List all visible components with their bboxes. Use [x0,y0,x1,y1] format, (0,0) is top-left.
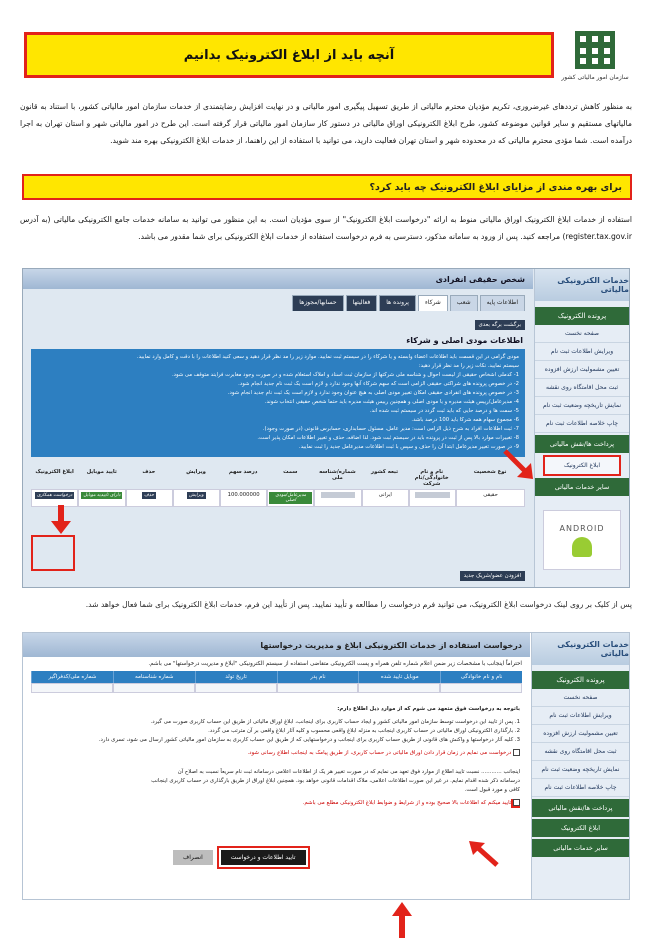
subtitle: برای بهره مندی از مزایای ابلاغ الکترونیک چه باید کرد؟ [369,181,622,193]
up-arrow-icon [392,902,412,940]
info-line: 8- تغییرات موارد بالا پس از ثبت در پرونده باید در سیستم ثبت شود. لذا اضافه، حذف و تغییر اطلاعات امکان پذیر است. [257,435,519,441]
term-item: 2. بارگذاری الکترونیکی اوراق مالیاتی در حساب کاربری اینجانب به منزله ابلاغ واقعی محسوب و کلیه آثار ابلاغ واقعی بر آن مترتب می گردد. [208,728,520,734]
sidebar-item-other-services[interactable]: سایر خدمات مالیاتی [532,839,629,857]
cell-redacted [195,683,277,693]
info-line: سیستم نمایید. نکات زیر را مد نظر قرار دهید: [418,363,519,369]
col-delete: حذف [142,469,156,475]
sidebar-item-print[interactable]: چاپ خلاصه اطلاعات ثبت نام [532,779,629,797]
sms-checkbox[interactable] [513,749,520,756]
sidebar-item-home[interactable]: صفحه نخست [532,689,629,707]
sidebar-item-payments[interactable]: پرداخت ها/نقش مالیاتی [535,435,629,453]
form-buttons [173,850,306,865]
sidebar-head: پرونده الکترونیک [535,307,629,325]
cell-redacted [113,683,195,693]
info-line: 3- در خصوص پرونده های انفرادی حقیقی امکان تغییر مودی اصلی به هیچ عنوان وجود ندارد و لازم است یک ثبت نام جدید انجام شود. [227,390,519,396]
info-line: 2- در خصوص پرونده های شراکتی حقیقی الزامی است که سهم شرکاء آنها وجود ندارد و لازم است یک ثبت نام جدید انجام شود. [238,381,519,387]
sidebar [534,269,629,587]
sidebar-item-map[interactable]: ثبت محل اقامتگاه روی نقشه [535,379,629,397]
cancel-button[interactable]: انصراف [173,850,213,865]
info-line: 4- مدیرعامل/رییس هیئت مدیره و یا مودی اصلی و همچنین رییس هیئت مدیره باید حتما شخص حقیقی انتخاب شوند. [264,399,519,405]
section-title: اطلاعات مودی اصلی و شرکاء [406,336,523,345]
sidebar-item-payments[interactable]: پرداخت ها/نقش مالیاتی [532,799,629,817]
cell-redacted [358,683,440,693]
confirm-label: تایید میکنم که اطلاعات بالا صحیح بوده و از شرایط و ضوابط ابلاغ الکترونیکی مطلع می باشم. [302,800,512,806]
col-birth-date: تاریخ تولد [195,671,277,683]
logo-caption: سازمان امور مالیاتی کشور [561,74,629,81]
info-line: 9- در صورت تغییر مدیرعامل ابتدا آن را حذف و سپس با ثبت اطلاعات مدیرعامل جدید را ثبت نمایید. [298,444,519,450]
col-id-number: شماره شناسنامه [113,671,195,683]
profile-main [23,269,533,587]
col-father-name: نام پدر [277,671,359,683]
confirm-submit-button[interactable]: تایید اطلاعات و درخواست [221,850,306,865]
cell-redacted [440,683,522,693]
col-type: نوع شخصیت [473,469,507,475]
android-icon [572,537,592,557]
request-header: درخواست استفاده از خدمات الکترونیکی ابلاغ و مدیریت درخواستها [23,633,530,657]
cell-delete [126,489,173,507]
cell-id-redacted [314,489,361,507]
tab-branches[interactable]: شعب [450,295,478,311]
instructions-box [31,349,525,457]
col-e-notify: ابلاغ الکترونیک [35,469,74,475]
terms-intro: باتوجه به درخواست فوق متعهد می شوم که از موارد ذیل اطلاع دارم: [337,706,520,712]
highlight-frame [31,535,75,571]
sidebar-item-edit[interactable]: ویرایش اطلاعات ثبت نام [532,707,629,725]
intro-paragraph: به منظور کاهش ترددهای غیرضروری، تکریم مؤدیان محترم مالیاتی از طریق تسهیل پیگیری امور مالیاتی و در نهایت افزایش رضایتمندی از خدمات سازمان امور مالیاتی کشور، با استناد به قانون مالیاتهای مستقیم و سایر قوانین موضوعه کشور، طرح ابلاغ الکترونیکی اوراق مالیاتی در دستور کار سازمان امور مالیاتی قرار گرفته است. این طرح در امور مالیاتی شهر و استان تهران به اجرا درآمده است. شما مؤدی محترم مالیاتی که در محدوده شهر و استان تهران فعالیت دارید، می توانید با استفاده از این راهنما، از خدمات ابلاغ الکترونیکی بهره مند شوید. [20,102,632,145]
brand-banner: خدمات الکترونیکی مالیاتی [532,633,629,665]
col-edit: ویرایش [186,469,206,475]
profile-header: شخص حقیقی انفرادی [23,269,533,289]
table-row [31,489,525,507]
tab-files[interactable]: پرونده ها [379,295,416,311]
col-full-name: نام و نام خانوادگی [440,671,522,683]
sms-option-label: درخواست می نمایم در زمان قرار دادن اوراق مالیاتی در حساب کاربری، از طریق پیامک به اینجانب اطلاع رسانی شود. [247,750,512,756]
partners-table [31,467,525,507]
android-label: ANDROID [559,523,605,533]
subtitle-box [22,174,632,200]
diagonal-arrow-icon [467,839,501,869]
cell-type: حقیقی [456,489,525,507]
pledge-line: اینجانب ............ نسبت تایید اطلاع از موارد فوق تعهد می نمایم که در صورت تغییر هر یک از اطلاعات اعلامی درسامانه ثبت نام سریعاً نسبت به اصلاح آن [177,769,520,775]
info-line: 7- ثبت اطلاعات افراد به شرح ذیل الزامی است: مدیر عامل، مسئول حسابداری، حسابرس قانونی (در صورت وجود). [262,426,519,432]
instruction-paragraph: استفاده از خدمات ابلاغ الکترونیک اوراق مالیاتی منوط به ارائه "درخواست ابلاغ الکترونیک" از سوی مؤدیان است. به این منظور می توانید به سامانه خدمات جامع الکترونیکی مالیاتی (به آدرس register.tax.gov.ir) مراجعه کنید. پس از ورود به سامانه مذکور، دسترسی به فرم درخواست استفاده از خدمات ابلاغ الکترونیکی برای شما مقدور می باشد. [20,215,632,241]
edit-button[interactable]: ویرایش [189,493,204,498]
identity-table-header [31,671,522,683]
pledge-line: درسامانه ذکر شده اقدام نمایم. در غیر این صورت اطلاعات اعلامی، ملاک اقدامات قانونی خواهد بود. همچنین ابلاغ اوراق از طریق بارگذاری در حساب کاربری اینجانب [151,778,520,784]
request-form-screenshot [22,632,630,900]
table-header [31,467,525,489]
emblem-icon [572,28,618,72]
table-row [31,683,522,693]
sidebar-item-vat[interactable]: تعیین مشمولیت ارزش افزوده [532,725,629,743]
sidebar-head: پرونده الکترونیک [532,671,629,689]
cell-redacted [31,683,113,693]
sms-option [33,749,520,758]
e-notify-request-link[interactable]: درخواست همکاری [36,493,73,498]
brand-banner: خدمات الکترونیکی مالیاتی [535,269,629,301]
col-national-code: شماره ملی/کدفراگیر [31,671,113,683]
request-note: احتراماً اینجانب با مشخصات زیر ضمن اعلام شماره تلفن همراه و پست الکترونیکی متقاضی استفاده از سیستم الکترونیکی "ابلاغ و مدیریت درخواستها" می باشم. [148,661,522,667]
sidebar-item-history[interactable]: نمایش تاریخچه وضعیت ثبت نام [532,761,629,779]
cell-edit [173,489,220,507]
col-mobile: موبایل تایید شده [358,671,440,683]
info-line: مودی گرامی در این قسمت باید اطلاعات اعضاء وابسته و یا شرکاء را در سیستم ثبت نمایید. موارد زیر را مد نظر قرار دهید و سعی کنید اطلاعات را با دقت و کامل وارد نمایید. [136,354,519,360]
cell-redacted [277,683,359,693]
cell-role [267,489,314,507]
add-partner-button[interactable]: افزودن عضو/شریک جدید [460,571,525,581]
profile-screenshot [22,268,630,588]
col-name: نام و نام خانوادگی/نام شرکت [414,469,449,487]
info-line: 5- سمت ها و درصد حایی که باید ثبت گردد در سیستم ثبت شده اند. [369,408,519,414]
cell-nationality: ایرانی [362,489,409,507]
col-national-id: شماره/شناسه ملی [319,469,356,481]
confirm-option [33,799,520,808]
col-mobile: تایید موبایل [86,469,117,475]
sidebar-item-e-notification[interactable]: ابلاغ الکترونیک [543,455,621,476]
role-pill: مدیرعامل/مودی اصلی [269,492,312,504]
down-arrow-icon [51,505,71,535]
sidebar-item-history[interactable]: نمایش تاریخچه وضعیت ثبت نام [535,397,629,415]
info-line: 6- مجموع سهام همه شرکا باید 100 درصد باشد. [411,417,519,423]
cell-name-redacted [409,489,456,507]
page-title: آنچه باید از ابلاغ الکترونیک بدانیم [183,47,395,63]
sidebar-item-vat[interactable]: تعیین مشمولیت ارزش افزوده [535,361,629,379]
col-nationality: تبعه کشور [371,469,399,475]
confirm-checkbox[interactable] [513,799,520,806]
diagonal-arrow-icon [501,447,535,481]
sidebar-item-e-notification[interactable]: ابلاغ الکترونیک [532,819,629,837]
tax-organization-logo [560,28,630,90]
sidebar-item-other-services[interactable]: سایر خدمات مالیاتی [535,478,629,496]
sidebar-item-home[interactable]: صفحه نخست [535,325,629,343]
term-item: 1. پس از تایید این درخواست توسط سازمان امور مالیاتی کشور و ایجاد حساب کاربری برای اینجانب، ابلاغ اوراق مالیاتی از طریق این حساب کاربری صورت می گیرد. [150,719,520,725]
cell-share: 100.000000 [220,489,267,507]
tab-basic-info[interactable]: اطلاعات پایه [480,295,525,311]
col-role: سمت [283,469,298,475]
delete-button[interactable]: حذف [144,493,155,498]
info-line: 1- کدملی اشخاص حقیقی از لیست احوال و شناسه ملی شرکتها از سازمان ثبت اسناد و املاک استعلام شده و در صورت وجود مغایرت فرایند متوقف می شود. [171,372,519,378]
sidebar-item-map[interactable]: ثبت محل اقامتگاه روی نقشه [532,743,629,761]
tab-activities[interactable]: فعالیتها [346,295,378,311]
terms [23,693,530,814]
mobile-verified-badge: دارای تاییدیه موبایل [83,493,121,498]
tab-bar [23,289,533,311]
follow-up-paragraph: پس از کلیک بر روی لینک درخواست ابلاغ الکترونیک، می توانید فرم درخواست را مطالعه و تأیید نمایید. پس از تأیید این فرم، خدمات ابلاغ الکترونیک برای شما فعال خواهد شد. [85,600,632,609]
tab-accounts[interactable]: حسابها/مجوزها [292,295,343,311]
col-share: درصد سهم [228,469,258,475]
pledge-line: کافی و مورد قبول است. [464,787,520,793]
android-badge[interactable] [543,510,621,570]
page-title-box [24,32,554,78]
term-item: 3. کلیه آثار درخواستها و واکنش های قانونی از طریق حساب کاربری برای اینجانب و درخواستهایی که از طریق این حساب کاربری به سازمان امور مالیاتی کشور ارسال می شود، تسری دارد. [98,737,520,743]
sidebar [531,633,629,899]
sidebar-item-edit[interactable]: ویرایش اطلاعات ثبت نام [535,343,629,361]
sidebar-item-print[interactable]: چاپ خلاصه اطلاعات ثبت نام [535,415,629,433]
back-next-button[interactable]: برگشت برگه بعدی [475,320,526,330]
tab-partners[interactable]: شرکاء [418,295,448,311]
cell-mobile [78,489,125,507]
